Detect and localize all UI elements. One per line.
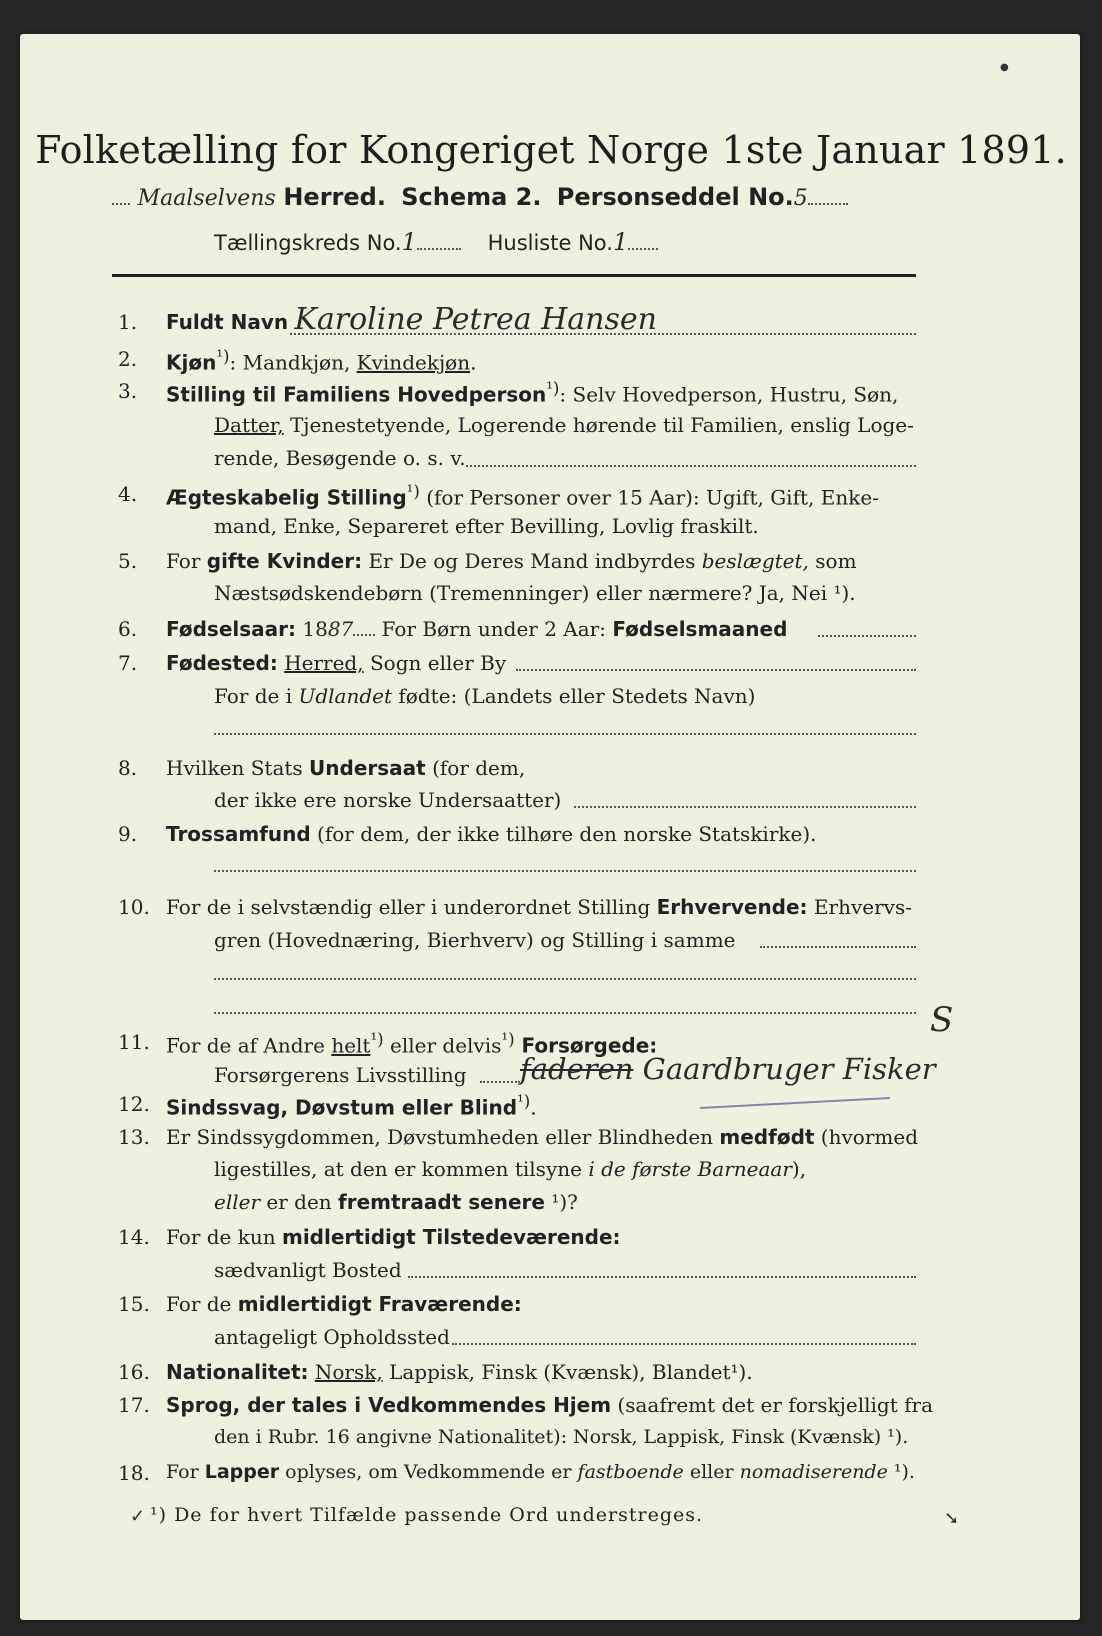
item-text: ), — [791, 1157, 807, 1181]
underlined-choice: helt — [331, 1033, 371, 1058]
item-2-kjon — [166, 347, 476, 375]
item-label: Sprog, der tales i Vedkommendes Hjem — [166, 1393, 612, 1417]
item-17-line-1 — [166, 1393, 933, 1417]
item-text: . — [470, 350, 477, 375]
item-number: 10. — [118, 895, 150, 919]
item-label: Erhvervende: — [656, 895, 808, 919]
kreds-number: 1 — [401, 228, 417, 256]
item-number: 9. — [118, 822, 138, 846]
item-italic: beslægtet, — [701, 549, 809, 573]
item-text: sædvanligt Bosted — [214, 1258, 402, 1282]
item-text: antageligt Opholdssted — [214, 1325, 450, 1349]
item-italic: Udlandet — [298, 684, 393, 708]
item-11-line-2 — [214, 1063, 467, 1087]
item-label: Ægteskabelig Stilling — [166, 485, 407, 510]
item-number: 5. — [118, 549, 138, 573]
item-text: fødte: (Landets eller Stedets Navn) — [392, 684, 756, 708]
item-label: Fødselsmaaned — [612, 617, 788, 641]
item-text: Tjenestetyende, Logerende hørende til Familien, enslig Loge- — [283, 413, 914, 437]
dotted-line — [214, 869, 916, 872]
item-text: ¹). — [887, 1461, 915, 1483]
item-label: Fødselsaar: — [166, 617, 296, 641]
ink-dot: ● — [1000, 62, 1009, 73]
item-15-line-2 — [214, 1325, 450, 1349]
item-number: 15. — [118, 1292, 150, 1316]
item-number: 16. — [118, 1360, 150, 1384]
item-label: Nationalitet: — [166, 1360, 309, 1384]
item-text: For de — [166, 1292, 238, 1316]
dotted-line — [408, 1275, 916, 1278]
kreds-label: Tællingskreds No. — [214, 231, 402, 255]
item-number: 8. — [118, 756, 138, 780]
item-text: Er Sindssygdommen, Døvstumheden eller Blindheden — [166, 1125, 720, 1149]
footnote-ref: ¹) — [406, 482, 420, 501]
footnote-ref: ¹) — [501, 1030, 515, 1049]
item-text: For de i — [214, 684, 299, 708]
item-number: 2. — [118, 347, 138, 371]
item-number: 18. — [118, 1461, 150, 1485]
underlined-choice: Norsk, — [314, 1360, 383, 1384]
item-text: For de i selvstændig eller i underordnet Stilling — [166, 895, 657, 919]
municipality-handwritten: Maalselvens — [137, 186, 276, 211]
item-text: (for dem, der ikke tilhøre den norske Statskirke). — [310, 822, 817, 846]
item-number: 13. — [118, 1125, 150, 1149]
item-label: gifte Kvinder: — [206, 549, 363, 573]
item-16-nationalitet — [166, 1360, 753, 1384]
dotted-line — [214, 1011, 916, 1014]
item-13-line-2 — [214, 1157, 806, 1181]
item-italic: nomadiserende — [739, 1461, 888, 1483]
item-text: (hvormed — [814, 1125, 918, 1149]
item-text: ligestilles, at den er kommen tilsyne — [214, 1157, 589, 1181]
item-label: Forsørgede: — [514, 1033, 658, 1058]
item-text: (saafremt det er forskjelligt fra — [611, 1393, 933, 1417]
item-text: Næstsødskendebørn (Tremenninger) eller nærmere? Ja, Nei ¹). — [214, 581, 856, 605]
dotted-line — [760, 945, 916, 948]
footnote-ref: ¹) — [216, 347, 230, 366]
item-5-line-1 — [166, 549, 857, 573]
item-label: Lapper — [204, 1461, 280, 1483]
occupation-handwriting: Gaardbruger Fisker — [642, 1052, 936, 1086]
item-4-line-2 — [214, 514, 759, 538]
item-7-line-2 — [214, 684, 755, 708]
underlined-choice: Datter, — [214, 413, 284, 437]
item-text: For de af Andre — [166, 1033, 332, 1058]
item-label: Kjøn — [166, 350, 217, 375]
item-10-line-2 — [214, 928, 736, 952]
birth-year-handwritten: 87 — [327, 617, 354, 641]
item-18-line — [166, 1461, 915, 1483]
item-text: der ikke ere norske Undersaatter) — [214, 788, 562, 812]
item-label: medfødt — [719, 1125, 815, 1149]
item-number: 6. — [118, 617, 138, 641]
item-10-line-1 — [166, 895, 912, 919]
footnote: ¹) De for hvert Tilfælde passende Ord understreges. — [150, 1504, 704, 1526]
underlined-choice: Kvindekjøn — [356, 350, 471, 375]
dotted-line — [480, 1080, 520, 1083]
item-text: Er De og Deres Mand indbyrdes — [362, 549, 702, 573]
item-text: . — [530, 1095, 537, 1120]
item-text: Lappisk, Finsk (Kvænsk), Blandet¹). — [382, 1360, 753, 1384]
item-13-line-1 — [166, 1125, 918, 1149]
item-5-line-2 — [214, 581, 856, 605]
item-text: Forsørgerens Livsstilling — [214, 1063, 467, 1087]
item-text: rende, Besøgende o. s. v. — [214, 446, 466, 470]
handwritten-s-mark: S — [930, 1000, 954, 1040]
item-number: 4. — [118, 482, 138, 506]
header-rule — [112, 274, 916, 277]
item-text: den i Rubr. 16 angivne Nationalitet): Norsk, Lappisk, Finsk (Kvænsk) ¹). — [214, 1426, 909, 1448]
item-label: Undersaat — [309, 756, 426, 780]
personseddel-label: Personseddel No. — [556, 183, 794, 211]
struck-handwriting: faderen — [520, 1052, 634, 1086]
ink-mark: ➘ — [944, 1508, 960, 1529]
husliste-label: Husliste No. — [487, 231, 613, 255]
item-number: 12. — [118, 1092, 150, 1116]
husliste-number: 1 — [612, 228, 629, 256]
item-text: : Selv Hovedperson, Hustru, Søn, — [559, 382, 899, 407]
item-text: som — [808, 549, 857, 573]
schema-label: Schema 2. — [401, 183, 542, 211]
item-label: Stilling til Familiens Hovedperson — [166, 382, 547, 407]
item-text: For — [166, 549, 207, 573]
footnote-ref: ¹) — [517, 1092, 531, 1111]
dotted-line — [574, 805, 916, 808]
item-label: Trossamfund — [166, 822, 311, 846]
item-17-line-2 — [214, 1426, 908, 1448]
item-3-line-2 — [214, 413, 914, 437]
form-title: Folketælling for Kongeriget Norge 1ste Januar 1891. — [35, 128, 1067, 172]
footnote-ref: ¹) — [370, 1030, 384, 1049]
item-text: Erhvervs- — [807, 895, 912, 919]
item-text: ¹)? — [544, 1190, 578, 1214]
personseddel-number: 5 — [793, 186, 808, 211]
item-text: oplyses, om Vedkommende er — [279, 1461, 578, 1483]
item-text: For Børn under 2 Aar: — [375, 617, 613, 641]
item-text: Sogn eller By — [363, 651, 507, 675]
item-italic: i de første Barneaar — [588, 1157, 792, 1181]
item-text: For — [166, 1461, 205, 1483]
item-label: midlertidigt Tilstedeværende: — [281, 1225, 621, 1249]
item-label: fremtraadt senere — [338, 1190, 545, 1214]
item-text: 18 — [296, 617, 328, 641]
dotted-line — [466, 464, 916, 467]
item-7-line-1 — [166, 651, 506, 675]
item-label: Fuldt Navn — [166, 310, 289, 334]
item-number: 17. — [118, 1393, 150, 1417]
item-4-line-1 — [166, 482, 879, 510]
ink-mark: ✓ — [130, 1506, 146, 1527]
item-label: Sindssvag, Døvstum eller Blind — [166, 1095, 518, 1120]
item-9-trossamfund — [166, 822, 817, 846]
dotted-line — [452, 1342, 916, 1345]
name-dotted-line — [290, 332, 916, 335]
item-3-line-1 — [166, 379, 898, 407]
item-text: eller — [683, 1461, 740, 1483]
item-13-line-3 — [214, 1190, 578, 1214]
item-15-line-1 — [166, 1292, 522, 1316]
item-6-fodselsaar — [166, 617, 787, 641]
full-name-handwritten: Karoline Petrea Hansen — [294, 302, 657, 337]
item-number: 1. — [118, 310, 138, 334]
dotted-line — [818, 634, 916, 637]
item-text: gren (Hovednæring, Bierhverv) og Stilling i samme — [214, 928, 736, 952]
item-3-line-3 — [214, 446, 466, 470]
item-text: For de kun — [166, 1225, 282, 1249]
item-italic: fastboende — [577, 1461, 684, 1483]
item-12-line — [166, 1092, 537, 1120]
provider-occupation-handwritten — [520, 1052, 936, 1086]
underlined-choice: Herred, — [284, 651, 364, 675]
item-number: 3. — [118, 379, 138, 403]
dotted-line — [516, 668, 916, 671]
item-14-line-2 — [214, 1258, 402, 1282]
item-label: midlertidigt Fraværende: — [237, 1292, 522, 1316]
item-text: Hvilken Stats — [166, 756, 310, 780]
herred-label: Herred. — [283, 183, 386, 211]
item-text: : Mandkjøn, — [229, 350, 357, 375]
item-italic: eller — [214, 1190, 261, 1214]
dotted-line — [214, 732, 916, 735]
item-number: 14. — [118, 1225, 150, 1249]
item-label: Fødested: — [166, 651, 278, 675]
item-14-line-1 — [166, 1225, 621, 1249]
item-text: mand, Enke, Separeret efter Bevilling, Lovlig fraskilt. — [214, 514, 759, 538]
item-text: (for Personer over 15 Aar): Ugift, Gift, Enke- — [419, 485, 879, 510]
municipality-line — [112, 183, 848, 211]
item-text: eller delvis — [383, 1033, 502, 1058]
kreds-line — [214, 228, 658, 256]
item-number: 11. — [118, 1030, 150, 1054]
item-number: 7. — [118, 651, 138, 675]
item-8-line-1 — [166, 756, 525, 780]
item-text: er den — [260, 1190, 339, 1214]
item-8-line-2 — [214, 788, 561, 812]
footnote-ref: ¹) — [546, 379, 560, 398]
item-text: (for dem, — [425, 756, 526, 780]
dotted-line — [214, 977, 916, 980]
